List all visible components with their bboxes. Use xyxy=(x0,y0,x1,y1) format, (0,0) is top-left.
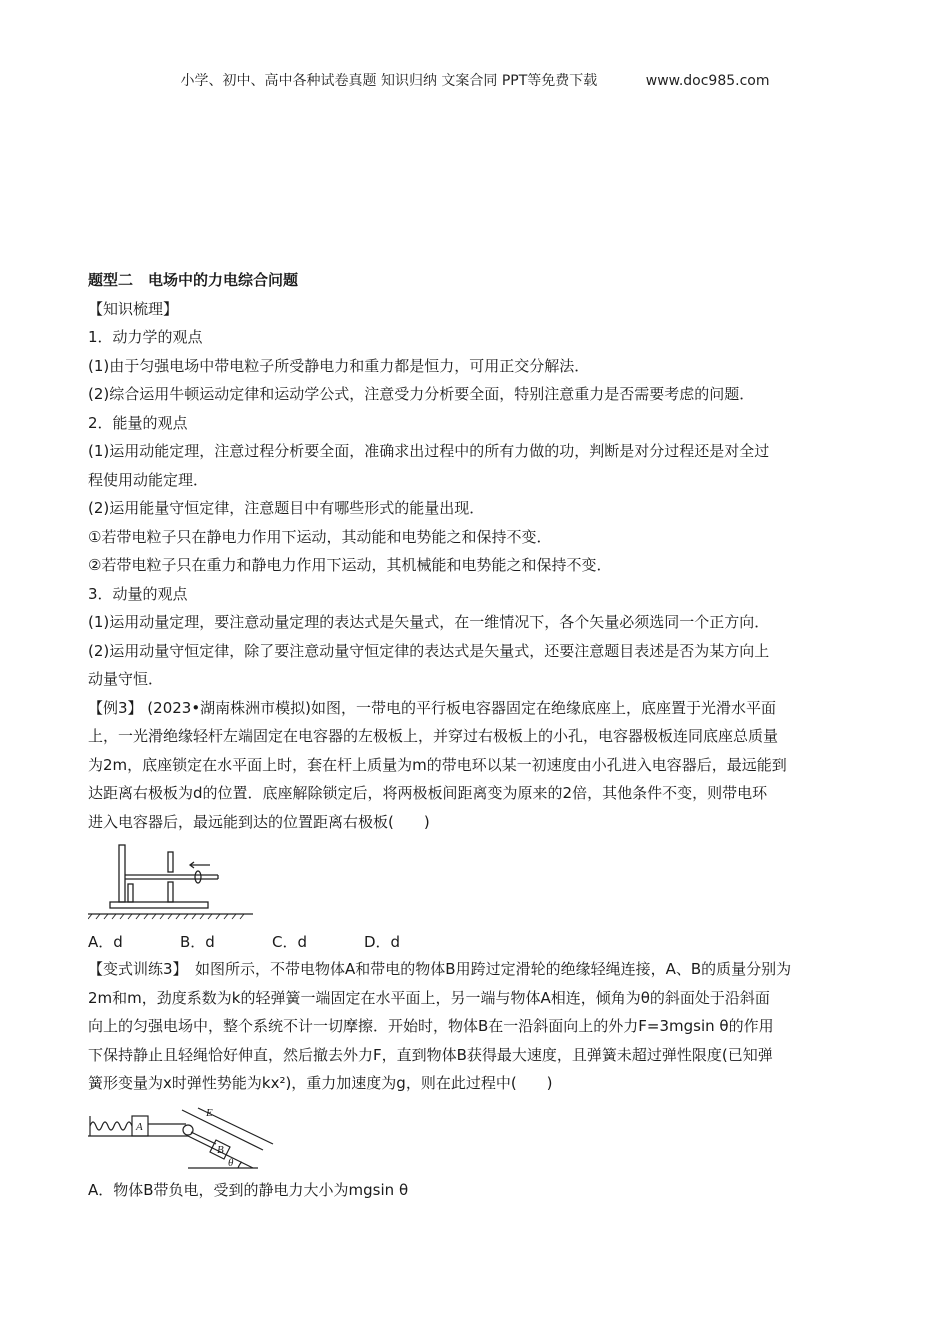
variant-line: 【变式训练3】 如图所示，不带电物体A和带电的物体B用跨过定滑轮的绝缘轻绳连接，A、B的质量分别为 xyxy=(88,960,792,978)
label-a: A xyxy=(136,1121,143,1133)
spring xyxy=(90,1122,132,1130)
section-line: 3．动量的观点 xyxy=(88,584,188,603)
example-line: 【例3】 (2023•湖南株洲市模拟)如图，一带电的平行板电容器固定在绝缘底座上，底座置于光滑水平面 xyxy=(88,698,777,717)
variant-line: 2m和m，劲度系数为k的轻弹簧一端固定在水平面上，另一端与物体A相连，倾角为θ的斜面处于沿斜面 xyxy=(88,988,770,1007)
pulley xyxy=(183,1125,193,1135)
support-post xyxy=(128,884,133,902)
section-line: (1)运用动量定理，要注意动量定理的表达式是矢量式，在一维情况下，各个矢量必须选同一个正方向． xyxy=(88,613,770,631)
section-line: (1)运用动能定理，注意过程分析要全面，准确求出过程中的所有力做的功，判断是对分过程还是对全过 xyxy=(88,442,770,460)
section-tag: 【知识梳理】 xyxy=(88,299,179,318)
variant-section xyxy=(88,955,868,1098)
angle-arc xyxy=(238,1162,242,1168)
section-line: 动量守恒． xyxy=(88,670,164,688)
string-incline xyxy=(191,1132,216,1144)
label-b: B xyxy=(217,1144,224,1156)
example-line: 上，一光滑绝缘轻杆左端固定在电容器的左极板上，并穿过右极板上的小孔，电容器极板连同底座总质量 xyxy=(88,727,779,745)
right-plate-upper xyxy=(168,852,173,872)
capacitor-figure xyxy=(88,840,258,920)
option-c[interactable]: C．d xyxy=(272,933,307,951)
left-plate xyxy=(119,845,125,902)
option-a[interactable]: A．d xyxy=(88,933,123,951)
right-plate-lower xyxy=(168,882,173,902)
section-line: 1．动力学的观点 xyxy=(88,328,203,346)
incline-figure xyxy=(88,1100,278,1170)
section-line: 程使用动能定理． xyxy=(88,470,209,489)
variant-line: 簧形变量为x时弹性势能为kx²)，重力加速度为g，则在此过程中( ) xyxy=(88,1074,553,1092)
section-line: ②若带电粒子只在重力和静电力作用下运动，其机械能和电势能之和保持不变． xyxy=(88,556,612,574)
section-line: (2)运用动量守恒定律，除了要注意动量守恒定律的表达式是矢量式，还要注意题目表述是否为某方向上 xyxy=(88,641,770,660)
knowledge-section xyxy=(88,266,868,836)
label-e: E xyxy=(206,1107,213,1119)
option-b[interactable]: B．d xyxy=(180,933,215,951)
variant-line: 向上的匀强电场中，整个系统不计一切摩擦．开始时，物体B在一沿斜面向上的外力F=3mgsin θ的作用 xyxy=(88,1017,774,1035)
section-line: 2．能量的观点 xyxy=(88,413,188,432)
example-line: 达距离右极板为d的位置．底座解除锁定后，将两极板间距离变为原来的2倍，其他条件不变，则带电环 xyxy=(88,784,768,802)
example-options xyxy=(88,928,456,956)
label-theta: θ xyxy=(228,1157,234,1169)
section-line: (1)由于匀强电场中带电粒子所受静电力和重力都是恒力，可用正交分解法． xyxy=(88,356,590,375)
section-line: (2)运用能量守恒定律，注意题目中有哪些形式的能量出现． xyxy=(88,499,485,517)
option-d[interactable]: D．d xyxy=(364,933,401,951)
variant-option-a[interactable]: A．物体B带负电，受到的静电力大小为mgsin θ xyxy=(88,1181,409,1199)
section-line: (2)综合运用牛顿运动定律和运动学公式，注意受力分析要全面，特别注意重力是否需要考虑的问题． xyxy=(88,385,755,403)
example-line: 进入电容器后，最远能到达的位置距离右极板( ) xyxy=(88,812,430,831)
header-text: 小学、初中、高中各种试卷真题 知识归纳 文案合同 PPT等免费下载 xyxy=(180,73,598,89)
example-line: 为2m，底座锁定在水平面上时，套在杆上质量为m的带电环以某一初速度由小孔进入电容器后，最远能到 xyxy=(88,755,787,774)
section-title: 题型二 电场中的力电综合问题 xyxy=(88,271,299,289)
insulating-base xyxy=(110,902,208,908)
charged-ring xyxy=(195,871,201,883)
section-line: ①若带电粒子只在静电力作用下运动，其动能和电势能之和保持不变． xyxy=(88,527,552,546)
page-header xyxy=(0,70,950,90)
header-site-link[interactable]: www.doc985.com xyxy=(645,73,770,89)
variant-line: 下保持静止且轻绳恰好伸直，然后撤去外力F，直到物体B获得最大速度，且弹簧未超过弹性限度(已知弹 xyxy=(88,1045,773,1064)
